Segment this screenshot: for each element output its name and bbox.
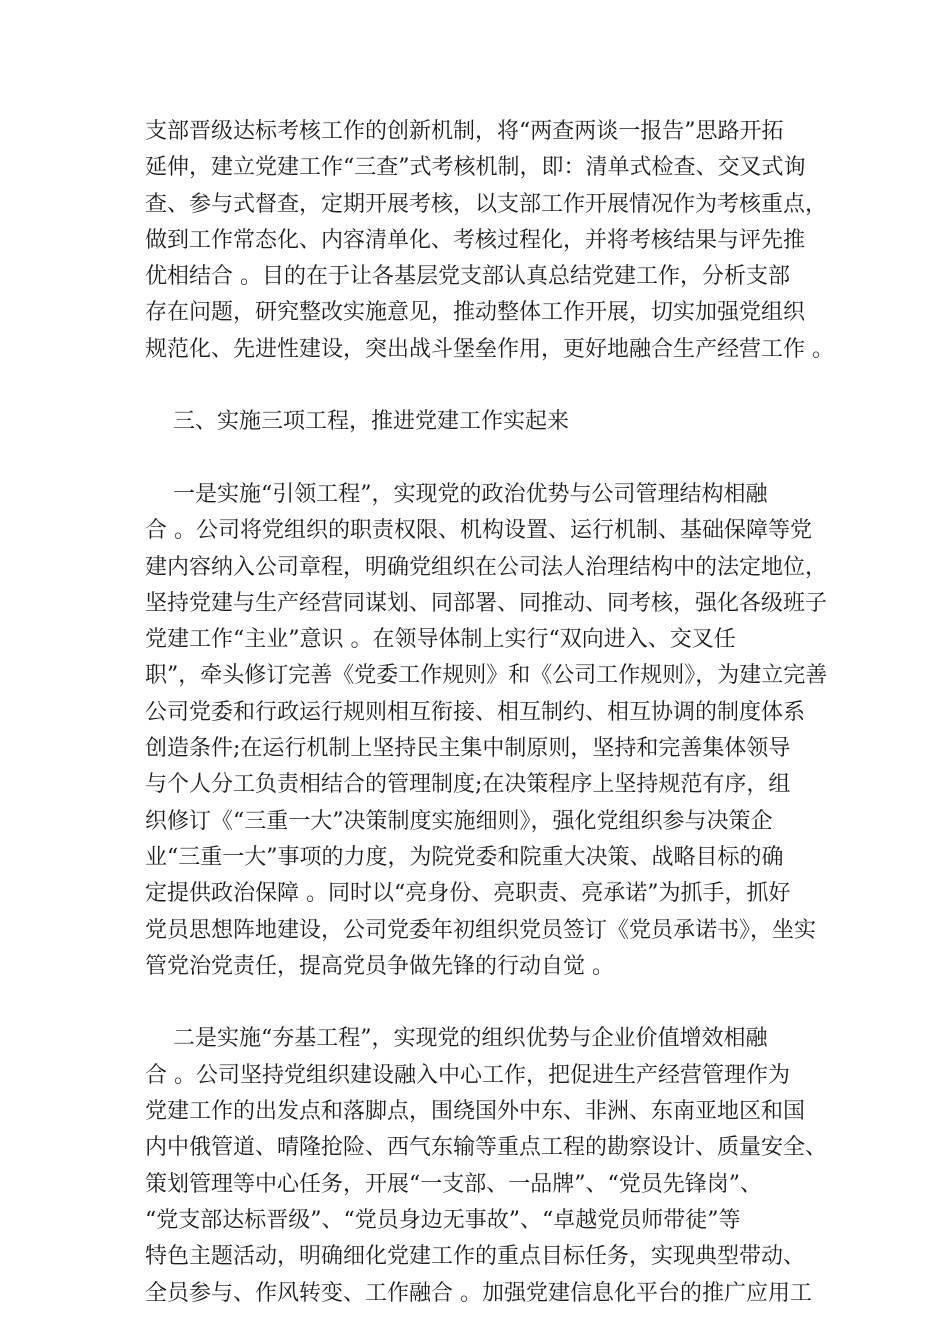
text-line: 业“三重一大”事项的力度，为院党委和院重大决策、战略目标的确 — [145, 844, 784, 870]
text-line: 与个人分工负责相结合的管理制度;在决策程序上坚持规范有序，组 — [145, 772, 791, 798]
text-line: 公司党委和行政运行规则相互衔接、相互制约、相互协调的制度体系 — [145, 699, 806, 725]
text-line: 优相结合 。目的在于让各基层党支部认真总结党建工作，分析支部 — [145, 264, 790, 290]
text-line: 内中俄管道、晴隆抢险、西气东输等重点工程的勘察设计、质量安全、 — [145, 1135, 828, 1161]
text-line: 职”，牵头修订完善《党委工作规则》和《公司工作规则》，为建立完善 — [145, 663, 828, 689]
text-line: 查、参与式督查，定期开展考核，以支部工作开展情况作为考核重点， — [145, 191, 828, 217]
text-line: 一是实施“引领工程”，实现党的政治优势与公司管理结构相融 — [145, 481, 768, 507]
document-body — [145, 114, 834, 1312]
text-line: 延伸，建立党建工作“三查”式考核机制，即：清单式检查、交叉式询 — [145, 155, 806, 181]
text-line: 策划管理等中心任务，开展“一支部、一品牌”、“党员先锋岗”、 — [145, 1171, 762, 1197]
text-line: 存在问题，研究整改实施意见，推动整体工作开展，切实加强党组织 — [145, 300, 806, 326]
paragraph-spacer — [145, 985, 815, 1021]
heading-line: 三、实施三项工程，推进党建工作实起来 — [145, 409, 569, 435]
text-line: 支部晋级达标考核工作的创新机制，将“两查两谈一报告”思路开拓 — [145, 119, 784, 144]
text-line: 党建工作“主业”意识 。在领导体制上实行“双向进入、交叉任 — [145, 627, 736, 653]
section-heading-three — [145, 404, 815, 440]
text-line: 党建工作的出发点和落脚点，围绕国外中东、非洲、东南亚地区和国 — [145, 1099, 806, 1125]
text-line: “党支部达标晋级”、“党员身边无事故”、“卓越党员师带徒”等 — [145, 1207, 741, 1233]
paragraph-leading-project — [145, 477, 828, 985]
text-line: 全员参与、作风转变、工作融合 。加强党建信息化平台的推广应用工 — [145, 1280, 812, 1306]
text-line: 规范化、先进性建设，突出战斗堡垒作用，更好地融合生产经营工作 。 — [145, 336, 834, 362]
text-line: 织修订《“三重一大”决策制度实施细则》，强化党组织参与决策企 — [145, 808, 773, 834]
paragraph-spacer — [145, 368, 815, 404]
text-line: 定提供政治保障 。同时以“亮身份、亮职责、亮承诺”为抓手，抓好 — [145, 881, 791, 907]
text-line: 特色主题活动，明确细化党建工作的重点目标任务，实现典型带动、 — [145, 1244, 806, 1270]
text-line: 坚持党建与生产经营同谋划、同部署、同推动、同考核，强化各级班子 — [145, 590, 828, 616]
paragraph-foundation-project — [145, 1021, 828, 1311]
text-line: 党员思想阵地建设，公司党委年初组织党员签订《党员承诺书》，坐实 — [145, 917, 817, 943]
text-line: 创造条件;在运行机制上坚持民主集中制原则，坚持和完善集体领导 — [145, 736, 791, 762]
text-line: 管党治党责任，提高党员争做先锋的行动自觉 。 — [145, 953, 614, 979]
text-line: 合 。公司坚持党组织建设融入中心工作，把促进生产经营管理作为 — [145, 1062, 790, 1088]
text-line: 建内容纳入公司章程，明确党组织在公司法人治理结构中的法定地位， — [145, 554, 828, 580]
paragraph-spacer — [145, 441, 815, 477]
text-line: 做到工作常态化、内容清单化、考核过程化，并将考核结果与评先推 — [145, 227, 806, 253]
text-line: 合 。公司将党组织的职责权限、机构设置、运行机制、基础保障等党 — [145, 518, 812, 544]
paragraph-evaluation-mechanism — [145, 114, 834, 368]
text-line: 二是实施“夯基工程”，实现党的组织优势与企业价值增效相融 — [145, 1026, 768, 1052]
